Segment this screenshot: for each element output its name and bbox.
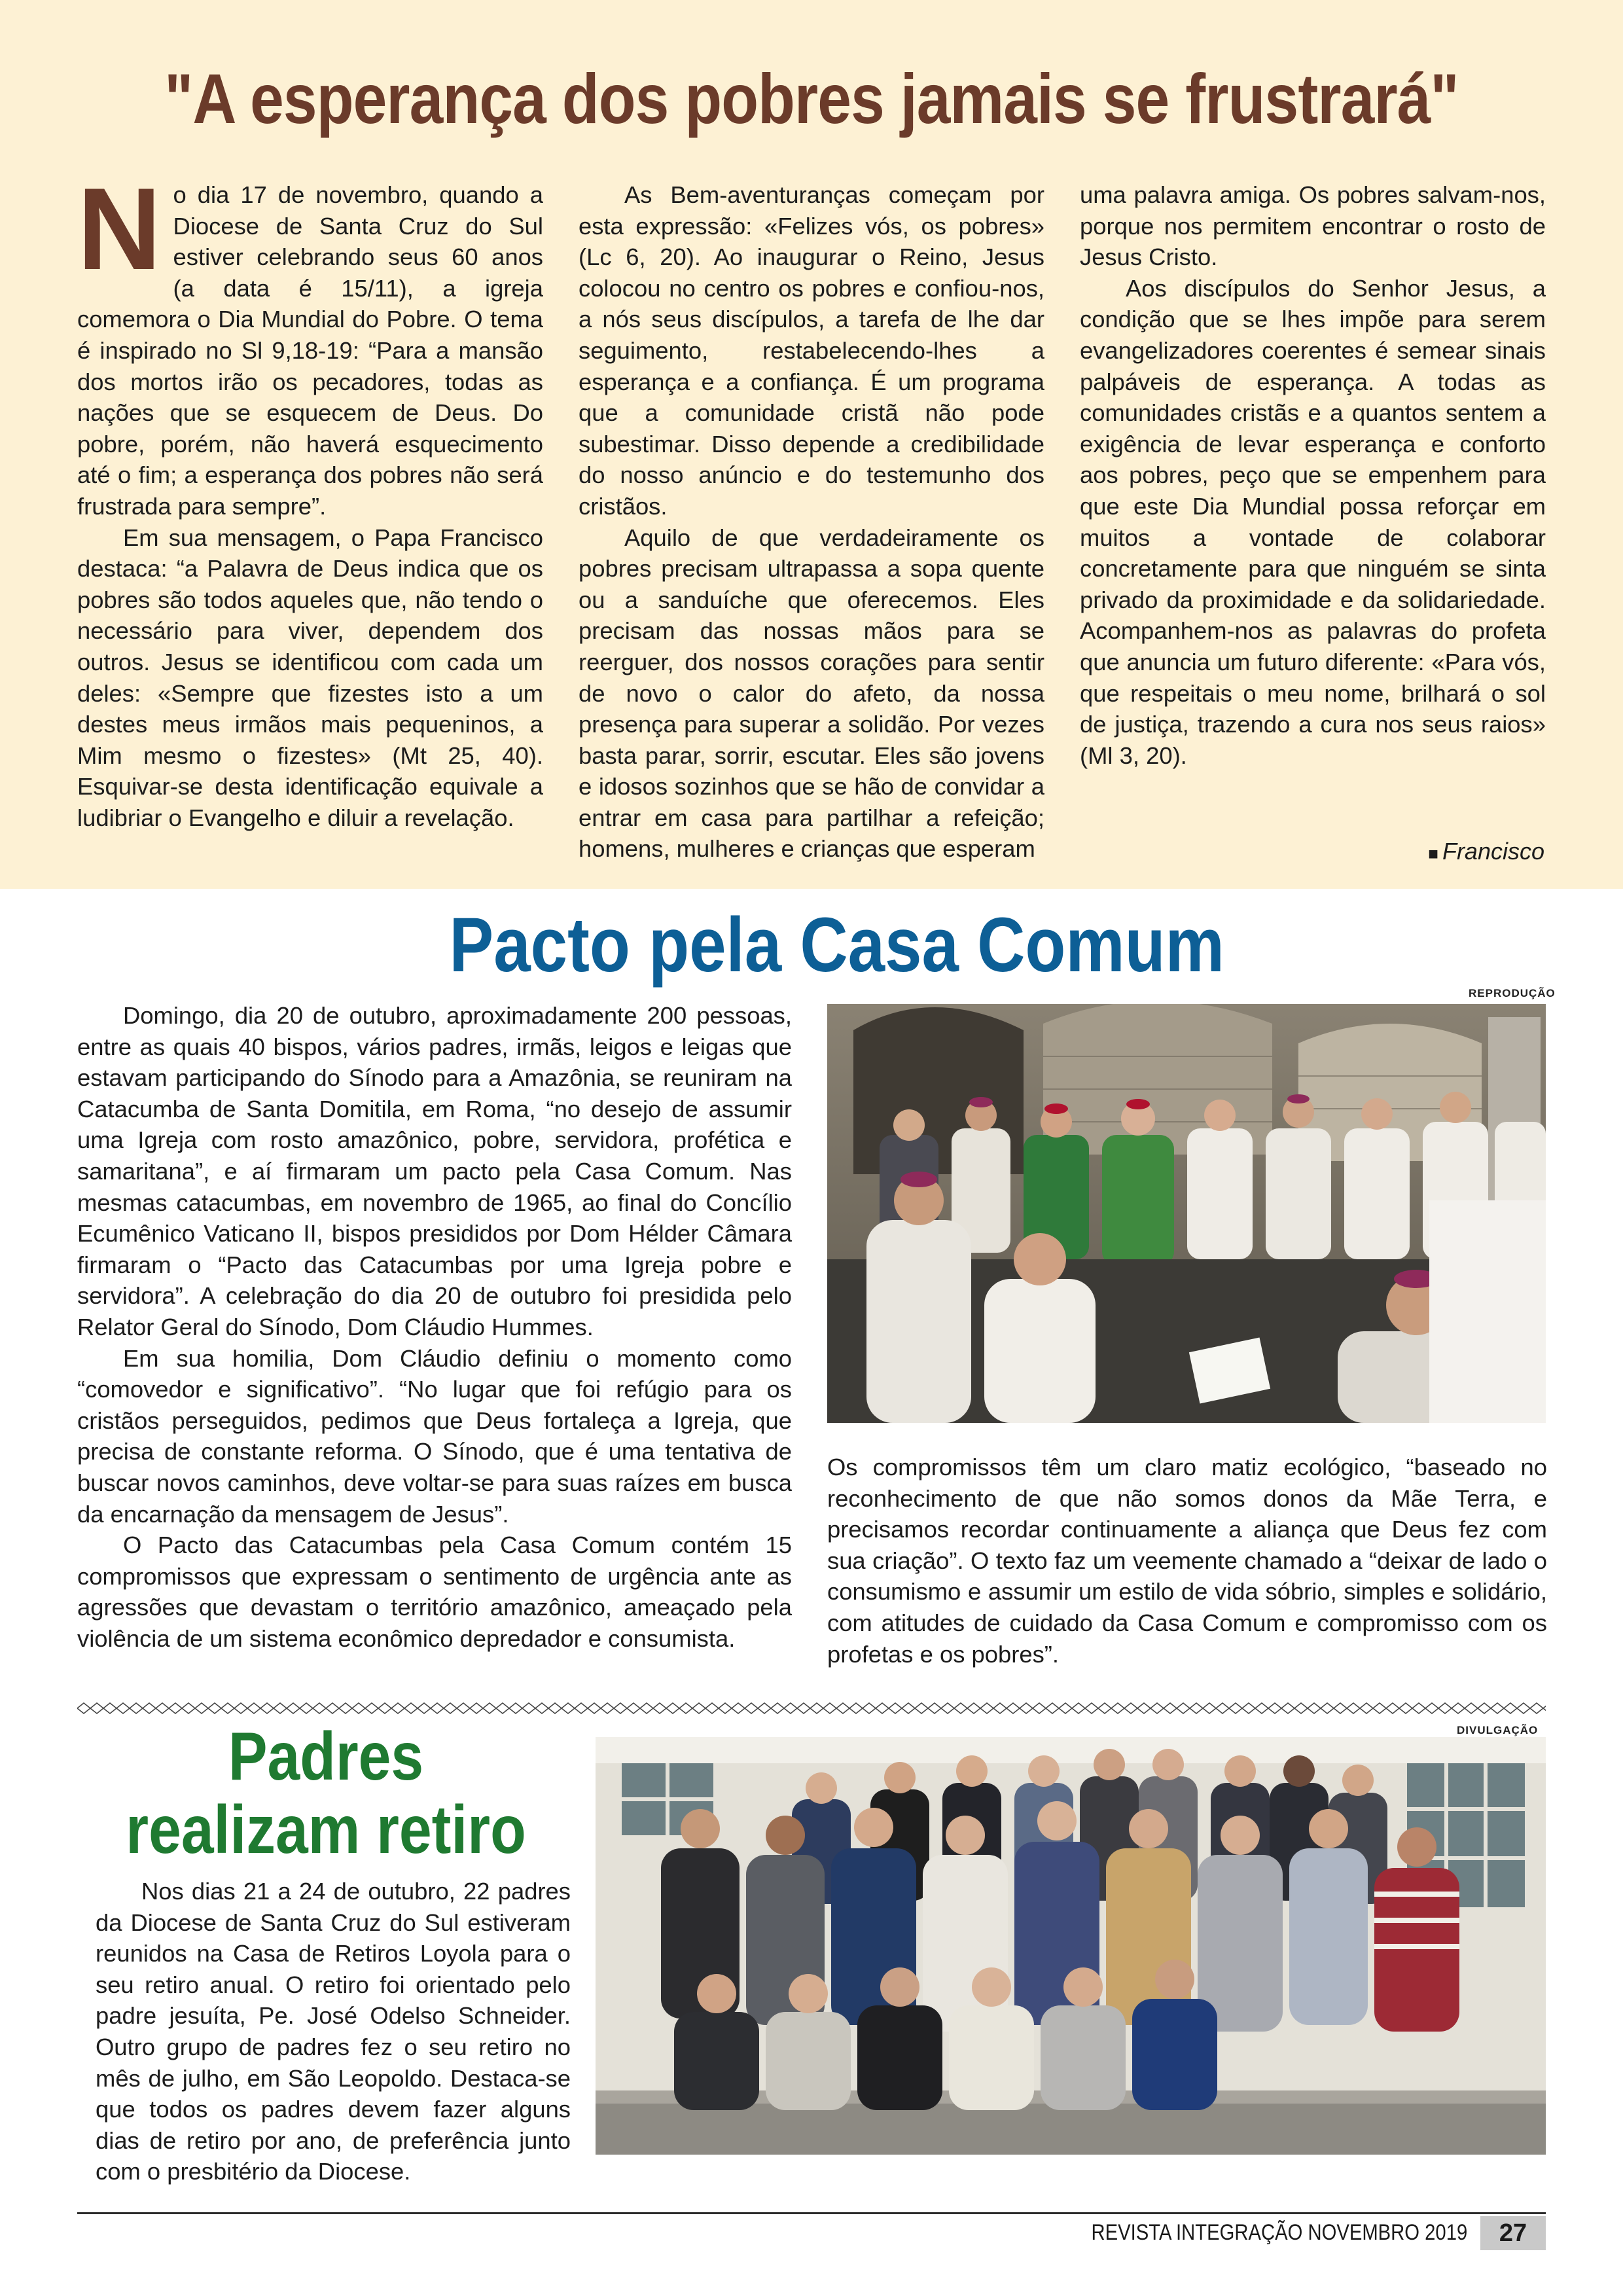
top-article-column-1 (77, 164, 543, 833)
drop-cap: N (77, 164, 162, 294)
pacto-article-column-1 (77, 1000, 792, 1654)
photo-credit-divulgacao: DIVULGAÇÃO (1457, 1724, 1539, 1736)
catacomb-ceremony-illustration (827, 1004, 1546, 1423)
pacto-paragraph: Domingo, dia 20 de outubro, aproximadamente 200 pessoas, entre as quais 40 bispos, vários padres, irmãs, leigos e leigas que estavam participando do Sínodo para a Amazônia, se reuniram na Catacumba de Santa Domitila, em Roma, “no desejo de assumir uma Igreja com rosto amazônico, pobre, servidora, profética e samaritana”, e aí firmaram um pacto pela Casa Comum. Nas mesmas catacumbas, em novembro de 1965, ao final do Concílio Ecumênico Vaticano II, bispos presididos por Dom Hélder Câmara firmaram o “Pacto das Catacumbas por uma Igreja pobre e servidora”. A celebração do dia 20 de outubro foi presidida pelo Relator Geral do Sínodo, Dom Cláudio Hummes. (77, 1002, 792, 1340)
top-article-column-2 (579, 179, 1044, 865)
padres-article-title (112, 1720, 540, 1867)
signature-name: Francisco (1442, 838, 1544, 865)
pacto-paragraph: Em sua homilia, Dom Cláudio definiu o momento como “comovedor e significativo”. “No lugar que foi refúgio para os cristãos perseguidos, pedimos que Deus fortaleça a Igreja, que precisa de constante reforma. O Sínodo, que é uma tentativa de buscar novos caminhos, deve voltar-se para suas raízes em busca da encarnação da mensagem de Jesus”. (77, 1344, 792, 1528)
catacomb-ceremony-photo (827, 1004, 1546, 1423)
pacto-article-title: Pacto pela Casa Comum (449, 902, 1224, 988)
square-bullet-icon: ■ (1428, 844, 1438, 863)
top-article-paragraph: Aos discípulos do Senhor Jesus, a condição que se lhes impõe para serem evangelizadores coerentes é semear sinais palpáveis de esperança. A todas as comunidades cristãs e a quantos sentem a exigência de levar esperança e conforto aos pobres, peço que se empenhem para que este Dia Mundial possa reforçar em muitos a vontade de colaborar concretamente para que ninguém se sinta privado da proximidade e da solidariedade. Acompanhem-nos as palavras do profeta que anuncia um futuro diferente: «Para vós, que respeitais o meu nome, brilhará o sol de justiça, trazendo a cura nos seus raios» (Ml 3, 20). (1080, 274, 1546, 769)
padres-title-line-1: Padres (228, 1719, 424, 1795)
priests-group-illustration (596, 1737, 1546, 2155)
top-article-column-3 (1080, 179, 1546, 771)
priests-group-photo (596, 1737, 1546, 2155)
top-article-paragraph: Em sua mensagem, o Papa Francisco destaca: “a Palavra de Deus indica que os pobres são todos aqueles que, não tendo o necessário para viver, dependem dos outros. Jesus se identificou com cada um deles: «Sempre que fizestes isto a um destes meus irmãos mais pequeninos, a Mim mesmo o fizestes» (Mt 25, 40). Esquivar-se desta identificação equivale a ludibriar o Evangelho e diluir a revelação. (77, 524, 543, 831)
page-number: 27 (1480, 2216, 1546, 2250)
pacto-article-column-2 (827, 1452, 1547, 1670)
top-article-paragraph: As Bem-aventuranças começam por esta expressão: «Felizes vós, os pobres» (Lc 6, 20). Ao inaugurar o Reino, Jesus colocou no centro os pobres e confiou-nos, a nós seus discípulos, a tarefa de lhe dar seguimento, restabelecendo-lhes a esperança e a confiança. É um programa que a comunidade cristã não pode subestimar. Disso depende a credibilidade do nosso anúncio e do testemunho dos cristãos. (579, 181, 1044, 520)
pacto-paragraph: O Pacto das Catacumbas pela Casa Comum contém 15 compromissos que expressam o sentimento de urgência ante as agressões que devastam o território amazônico, ameaçado pela violência de um sistema econômico depredador e consumista. (77, 1532, 792, 1652)
top-article-paragraph: Aquilo de que verdadeiramente os pobres precisam ultrapassa a sopa quente ou a sanduíche que oferecemos. Eles precisam das nossas mãos para se reerguer, dos nossos corações para sentir de novo o calor do afeto, da nossa presença para superar a solidão. Por vezes basta parar, sorrir, escutar. Eles são jovens e idosos sozinhos que se hão de convidar a entrar em casa para partilhar a refeição; homens, mulheres e crianças que esperam (579, 524, 1044, 863)
padres-article-column (96, 1876, 571, 2187)
padres-title-line-2: realizam retiro (126, 1792, 526, 1868)
top-article-paragraph: uma palavra amiga. Os pobres salvam-nos, porque nos permitem encontrar o rosto de Jesus Cristo. (1080, 181, 1546, 271)
photo-credit-reproducao: REPRODUÇÃO (1469, 987, 1556, 999)
footer-publication: REVISTA INTEGRAÇÃO NOVEMBRO 2019 (1091, 2220, 1467, 2245)
padres-paragraph: Nos dias 21 a 24 de outubro, 22 padres da Diocese de Santa Cruz do Sul estiveram reunidos na Casa de Retiros Loyola para o seu retiro anual. O retiro foi orientado pelo padre jesuíta, Pe. José Odelso Schneider. Outro grupo de padres fez o seu retiro no mês de julho, em São Leopoldo. Destaca-se que todos os padres devem fazer alguns dias de retiro por ano, de preferência junto com o presbitério da Diocese. (96, 1878, 571, 2185)
pacto-paragraph: Os compromissos têm um claro matiz ecológico, “baseado no reconhecimento de que não somos donos da Mãe Terra, e precisamos recordar continuamente a aliança que Deus fez com sua criação”. O texto faz um veemente chamado a “deixar de lado o consumismo e assumir um estilo de vida sóbrio, simples e solidário, com atitudes de cuidado da Casa Comum e compromisso com os profetas e os pobres”. (827, 1454, 1547, 1668)
top-article-title: "A esperança dos pobres jamais se frustrará" (164, 59, 1459, 138)
zigzag-separator (77, 1702, 1546, 1715)
top-article-section (0, 0, 1623, 889)
article-signature (1428, 838, 1544, 865)
top-article-paragraph: o dia 17 de novembro, quando a Diocese de Santa Cruz do Sul estiver celebrando seus 60 anos (a data é 15/11), a igreja comemora o Dia Mundial do Pobre. O tema é inspirado no Sl 9,18-19: “Para a mansão dos mortos irão os pecadores, todas as nações que se esquecem de Deus. Do pobre, porém, não haverá esquecimento até o fim; a esperança dos pobres não será frustrada para sempre”. (77, 181, 543, 520)
footer-rule (77, 2212, 1546, 2214)
